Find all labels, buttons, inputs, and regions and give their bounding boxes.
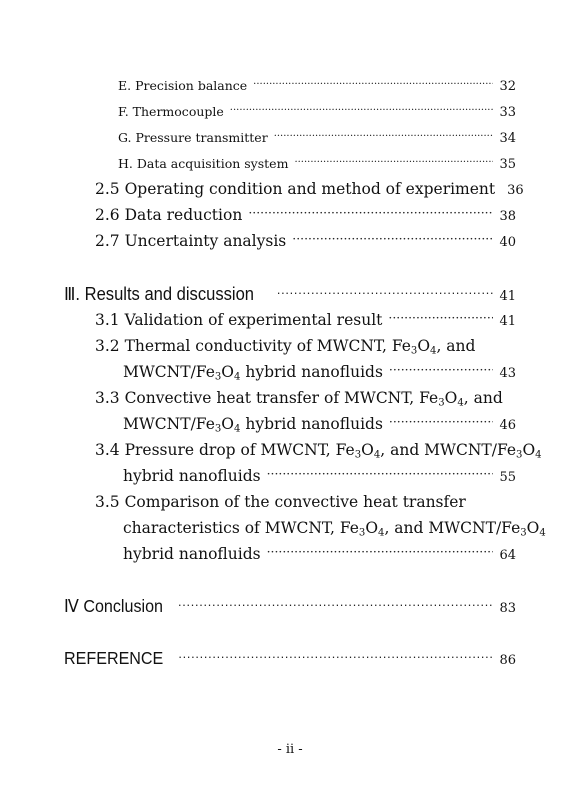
toc-entry <box>95 206 516 224</box>
dot-leader <box>294 157 493 168</box>
dot-leader <box>388 311 493 325</box>
toc-entry <box>95 232 516 250</box>
dot-leader <box>292 232 493 246</box>
toc-chapter-label: Ⅳ Conclusion <box>64 596 163 616</box>
toc-entry <box>95 180 524 198</box>
toc-entry-page: 33 <box>499 105 516 120</box>
dot-leader <box>277 286 494 300</box>
toc-entry-page: 35 <box>499 157 516 172</box>
toc-entry-label: F. Thermocouple <box>118 104 224 119</box>
dot-leader <box>178 598 494 612</box>
toc-chapter <box>64 648 516 669</box>
toc-entry <box>118 130 516 146</box>
toc-entry-page: 40 <box>499 235 516 250</box>
dot-leader <box>267 467 494 481</box>
toc-entry-page: 41 <box>499 289 516 304</box>
toc-entry-label: H. Data acquisition system <box>118 156 289 171</box>
toc-entry-label: 2.7 Uncertainty analysis <box>95 232 287 250</box>
toc-entry <box>95 311 516 329</box>
toc-entry <box>118 156 516 172</box>
toc-entry-page: 34 <box>499 131 516 146</box>
toc-entry-label: 3.1 Validation of experimental result <box>95 311 383 329</box>
toc-entry-label: characteristics of MWCNT, $Fe_3O_4$, and MWCNT/$Fe_3O_4$ <box>123 519 546 539</box>
toc-entry-page: 64 <box>499 548 516 563</box>
toc-chapter-label: REFERENCE <box>64 648 164 668</box>
toc-entry-page: 36 <box>507 183 524 198</box>
toc-entry-label: hybrid nanofluids <box>123 545 261 563</box>
toc-entry <box>118 104 516 120</box>
toc-entry-page: 41 <box>499 314 516 329</box>
toc-entry <box>95 441 542 461</box>
dot-leader <box>178 650 494 664</box>
toc-entry-label: 2.6 Data reduction <box>95 206 243 224</box>
toc-entry <box>123 467 516 485</box>
dot-leader <box>274 131 494 142</box>
toc-entry <box>123 363 516 381</box>
dot-leader <box>389 415 494 429</box>
toc-entry <box>123 519 546 539</box>
toc-entry-page: 83 <box>499 601 516 616</box>
toc-entry-page: 38 <box>499 209 516 224</box>
toc-entry-label: G. Pressure transmitter <box>118 130 268 145</box>
toc-entry-label: hybrid nanofluids <box>123 467 261 485</box>
toc-entry-page: 43 <box>499 366 516 381</box>
page-number-footer: - ii - <box>277 742 303 757</box>
toc-entry-page: 55 <box>499 470 516 485</box>
toc-entry-label: 3.2 Thermal conductivity of MWCNT, $Fe_3O_4$, and <box>95 337 476 357</box>
toc-entry <box>123 415 516 433</box>
toc-entry <box>95 493 516 511</box>
toc-entry-page: 86 <box>499 653 516 668</box>
dot-leader <box>230 105 494 116</box>
dot-leader <box>253 79 493 90</box>
toc-chapter <box>64 284 516 305</box>
dot-leader <box>389 363 494 377</box>
toc-chapter <box>64 596 516 617</box>
toc-entry-label: 3.3 Convective heat transfer of MWCNT, $Fe_3O_4$, and <box>95 389 503 409</box>
toc-entry-label: E. Precision balance <box>118 78 248 93</box>
dot-leader <box>248 206 493 220</box>
toc-entry-label: MWCNT/$Fe_3O_4$ hybrid nanofluids <box>123 363 383 383</box>
toc-entry-label: 3.5 Comparison of the convective heat transfer <box>95 493 466 511</box>
toc-entry-label: 3.4 Pressure drop of MWCNT, $Fe_3O_4$, and MWCNT/$Fe_3O_4$ <box>95 441 542 461</box>
toc-entry-page: 46 <box>499 418 516 433</box>
toc-chapter-label: Ⅲ. Results and discussion <box>64 284 254 304</box>
toc-entry-label: 2.5 Operating condition and method of experiment <box>95 180 496 198</box>
toc-entry <box>118 78 516 94</box>
toc-entry <box>123 545 516 563</box>
toc-entry <box>95 337 516 355</box>
toc-entry-page: 32 <box>499 79 516 94</box>
toc-entry <box>95 389 516 407</box>
toc-entry-label: MWCNT/$Fe_3O_4$ hybrid nanofluids <box>123 415 383 435</box>
dot-leader <box>267 545 494 559</box>
